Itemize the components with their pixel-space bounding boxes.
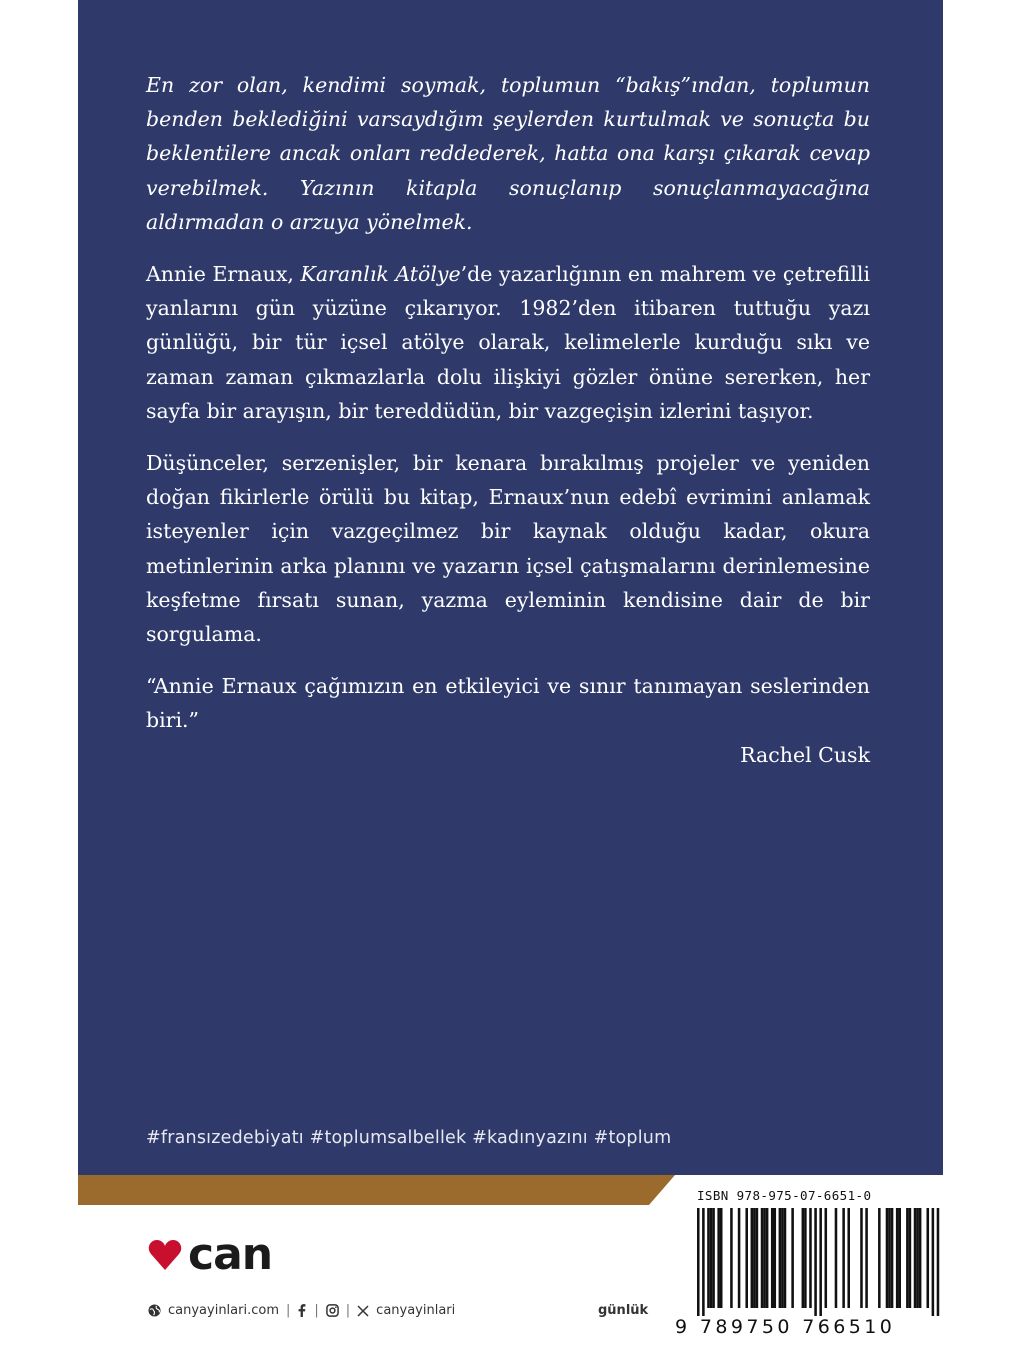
barcode-bar bbox=[717, 1208, 720, 1308]
barcode-bar bbox=[707, 1208, 710, 1308]
bottom-strip bbox=[78, 1188, 943, 1360]
isbn-barcode bbox=[675, 1188, 943, 1338]
barcode-bar bbox=[753, 1208, 756, 1308]
barcode-bar bbox=[702, 1208, 705, 1316]
opening-quote: En zor olan, kendimi soymak, toplumun “bakış”ından, toplumun benden beklediğini varsaydığım şeylerden kurtulmak ve sonuçta bu beklentilere ancak onları reddederek, hatta ona karşı çıkarak cevap verebilmek. Yazının kitapla sonuçlanıp sonuçlanmayacağına aldırmadan o arzuya yönelmek. bbox=[146, 73, 870, 234]
barcode-bar bbox=[781, 1208, 784, 1308]
barcode-bar bbox=[771, 1208, 774, 1308]
barcode-bar bbox=[878, 1208, 881, 1308]
barcode-bar bbox=[720, 1208, 723, 1308]
barcode-bar bbox=[825, 1208, 828, 1308]
barcode-bar bbox=[791, 1208, 794, 1308]
barcode-bar bbox=[814, 1208, 817, 1316]
publisher-logo bbox=[148, 1229, 273, 1280]
barcode-bar bbox=[738, 1208, 741, 1308]
barcode-bar bbox=[865, 1208, 868, 1308]
barcode-bar bbox=[888, 1208, 891, 1308]
text-panel bbox=[78, 0, 943, 1175]
book-title: Karanlık Atölye bbox=[300, 262, 461, 287]
barcode-bar bbox=[802, 1208, 805, 1308]
description-paragraph-2: Düşünceler, serzenişler, bir kenara bırakılmış projeler ve yeniden doğan fikirlerle örülü bu kitap, Ernaux’nun edebî evrimini anlamak isteyenler için vazgeçilmez bir kaynak olduğu kadar, okura metinlerinin arka planını ve yazarın içsel çatışmalarını derinlemesine keşfetme fırsatı sunan, yazma eyleminin kendisine dair de bir sorgulama. bbox=[146, 451, 870, 647]
barcode-bar bbox=[809, 1208, 812, 1308]
barcode-bar bbox=[835, 1208, 838, 1308]
genre-label: günlük bbox=[598, 1303, 649, 1318]
globe-icon bbox=[148, 1304, 161, 1317]
barcode-bar bbox=[932, 1208, 935, 1316]
barcode-bar bbox=[937, 1208, 940, 1316]
blurb-quote: “Annie Ernaux çağımızın en etkileyici ve sınır tanımayan seslerinden biri.” bbox=[146, 674, 870, 733]
barcode-digits: 9 789750 766510 bbox=[675, 1316, 896, 1338]
barcode-bar bbox=[927, 1208, 930, 1308]
cover-text bbox=[146, 68, 870, 790]
isbn-label: ISBN 978-975-07-6651-0 bbox=[697, 1188, 872, 1203]
barcode-bar bbox=[745, 1208, 748, 1308]
barcode-bar bbox=[860, 1208, 863, 1308]
barcode-bar bbox=[886, 1208, 889, 1308]
barcode-bar bbox=[819, 1208, 822, 1316]
barcode-bar bbox=[730, 1208, 733, 1308]
barcode-bar bbox=[751, 1208, 754, 1308]
separator: | bbox=[314, 1303, 319, 1318]
barcode-bar bbox=[919, 1208, 922, 1308]
paragraph1-rest: ’de yazarlığının en mahrem ve çetrefilli yanlarını gün yüzüne çıkarıyor. 1982’den itibaren tuttuğu yazı günlüğü, bir tür içsel atölye olarak, kelimelerle kurduğu sıkı ve zaman zaman çıkmazlarla dolu ilişkiyi gözler önüne sererken, her sayfa bir arayışın, bir tereddüdün, bir vazgeçişin izlerini taşıyor. bbox=[146, 262, 871, 423]
barcode-bar bbox=[906, 1208, 909, 1308]
barcode-bar bbox=[916, 1208, 919, 1308]
barcode-bar bbox=[710, 1208, 713, 1308]
paragraph1-start: Annie Ernaux, bbox=[146, 262, 301, 287]
barcode-bar bbox=[914, 1208, 917, 1308]
barcode-bar bbox=[898, 1208, 901, 1308]
separator: | bbox=[345, 1303, 351, 1318]
barcode-bar bbox=[842, 1208, 845, 1308]
hashtags: #fransızedebiyatı #toplumsalbellek #kadınyazını #toplum bbox=[146, 1128, 672, 1148]
barcode-bar bbox=[774, 1208, 777, 1308]
social-links bbox=[148, 1303, 455, 1318]
social-handle[interactable]: canyayinlari bbox=[376, 1303, 456, 1318]
barcode-bar bbox=[896, 1208, 899, 1308]
barcode-bar bbox=[909, 1208, 912, 1308]
barcode-bar bbox=[779, 1208, 782, 1308]
barcode-bar bbox=[766, 1208, 769, 1308]
blurb-author: Rachel Cusk bbox=[740, 742, 870, 767]
barcode-bar bbox=[891, 1208, 894, 1308]
barcode-image bbox=[675, 1208, 943, 1316]
barcode-bar bbox=[804, 1208, 807, 1308]
logo-wordmark: can bbox=[188, 1229, 273, 1280]
barcode-bar bbox=[712, 1208, 715, 1308]
barcode-bar bbox=[697, 1208, 700, 1316]
back-cover bbox=[78, 0, 943, 1360]
x-icon[interactable] bbox=[357, 1305, 369, 1317]
heart-icon bbox=[148, 1239, 182, 1271]
separator: | bbox=[286, 1303, 291, 1318]
description-paragraph-1 bbox=[146, 257, 870, 428]
facebook-icon[interactable] bbox=[297, 1304, 307, 1317]
barcode-bar bbox=[756, 1208, 759, 1308]
barcode-bar bbox=[763, 1208, 766, 1308]
barcode-bar bbox=[784, 1208, 787, 1308]
instagram-icon[interactable] bbox=[326, 1304, 339, 1317]
website-link[interactable]: canyayinlari.com bbox=[168, 1303, 279, 1318]
barcode-bar bbox=[761, 1208, 764, 1308]
barcode-bar bbox=[847, 1208, 850, 1308]
